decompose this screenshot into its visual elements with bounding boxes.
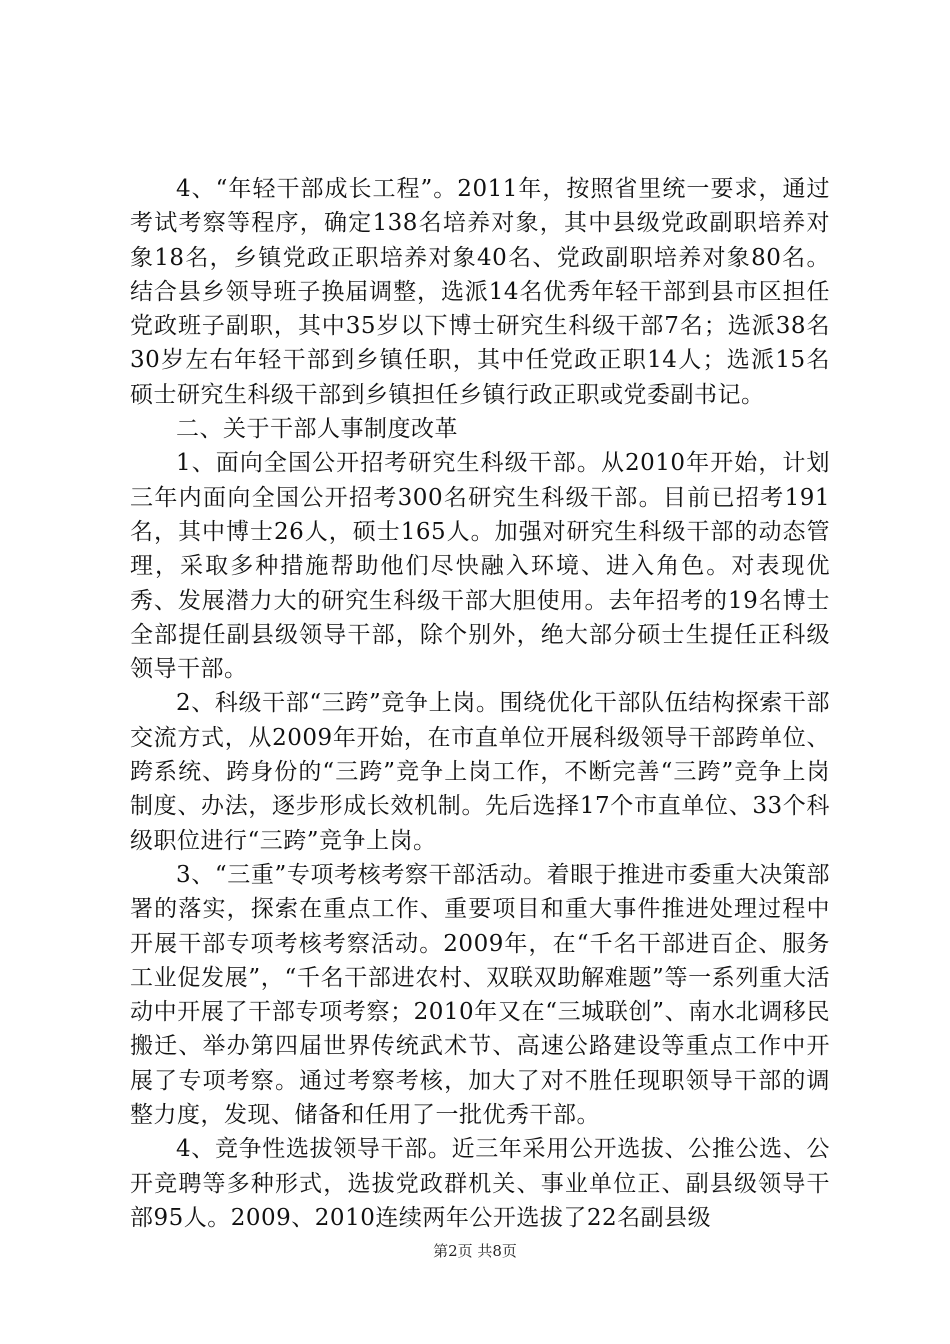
paragraph-three-cross-competition: 2、科级干部“三跨”竞争上岗。围绕优化干部队伍结构探索干部交流方式，从2009年开始，在市直单位开展科级领导干部跨单位、跨系统、跨身份的“三跨”竞争上岗工作，不断完善“三跨”竞争上岗制度、办法，逐步形成长效机制。先后选择17个市直单位、33个科级职位进行“三跨”竞争上岗。 bbox=[130, 690, 830, 854]
section-heading-personnel-reform: 二、关于干部人事制度改革 bbox=[176, 416, 458, 443]
document-body bbox=[130, 172, 830, 1235]
paragraph-special-assessment: 3、“三重”专项考核考察干部活动。着眼于推进市委重大决策部署的落实，探索在重点工作、重要项目和重大事件推进处理过程中开展干部专项考核考察活动。2009年，在“千名干部进百企、服务工业促发展”，“千名干部进农村、双联双助解难题”等一系列重大活动中开展了干部专项考察；2010年又在“三城联创”、南水北调移民搬迁、举办第四届世界传统武术节、高速公路建设等重点工作中开展了专项考察。通过考察考核，加大了对不胜任现职领导干部的调整力度，发现、储备和任用了一批优秀干部。 bbox=[130, 861, 830, 1129]
paragraph-graduate-recruitment: 1、面向全国公开招考研究生科级干部。从2010年开始，计划三年内面向全国公开招考300名研究生科级干部。目前已招考191名，其中博士26人，硕士165人。加强对研究生科级干部的动态管理，采取多种措施帮助他们尽快融入环境、进入角色。对表现优秀、发展潜力大的研究生科级干部大胆使用。去年招考的19名博士全部提任副县级领导干部，除个别外，绝大部分硕士生提任正科级领导干部。 bbox=[130, 450, 830, 683]
paragraph-young-cadre-project: 4、“年轻干部成长工程”。2011年，按照省里统一要求，通过考试考察等程序，确定138名培养对象，其中县级党政副职培养对象18名，乡镇党政正职培养对象40名、党政副职培养对象80名。结合县乡领导班子换届调整，选派14名优秀年轻干部到县市区担任党政班子副职，其中35岁以下博士研究生科级干部7名；选派38名30岁左右年轻干部到乡镇任职，其中任党政正职14人；选派15名硕士研究生科级干部到乡镇担任乡镇行政正职或党委副书记。 bbox=[130, 176, 830, 408]
paragraph-competitive-selection: 4、竞争性选拔领导干部。近三年采用公开选拔、公推公选、公开竞聘等多种形式，选拔党政群机关、事业单位正、副县级领导干部95人。2009、2010连续两年公开选拔了22名副县级 bbox=[130, 1136, 830, 1231]
page-number-footer: 第2页 共8页 bbox=[433, 1242, 517, 1260]
